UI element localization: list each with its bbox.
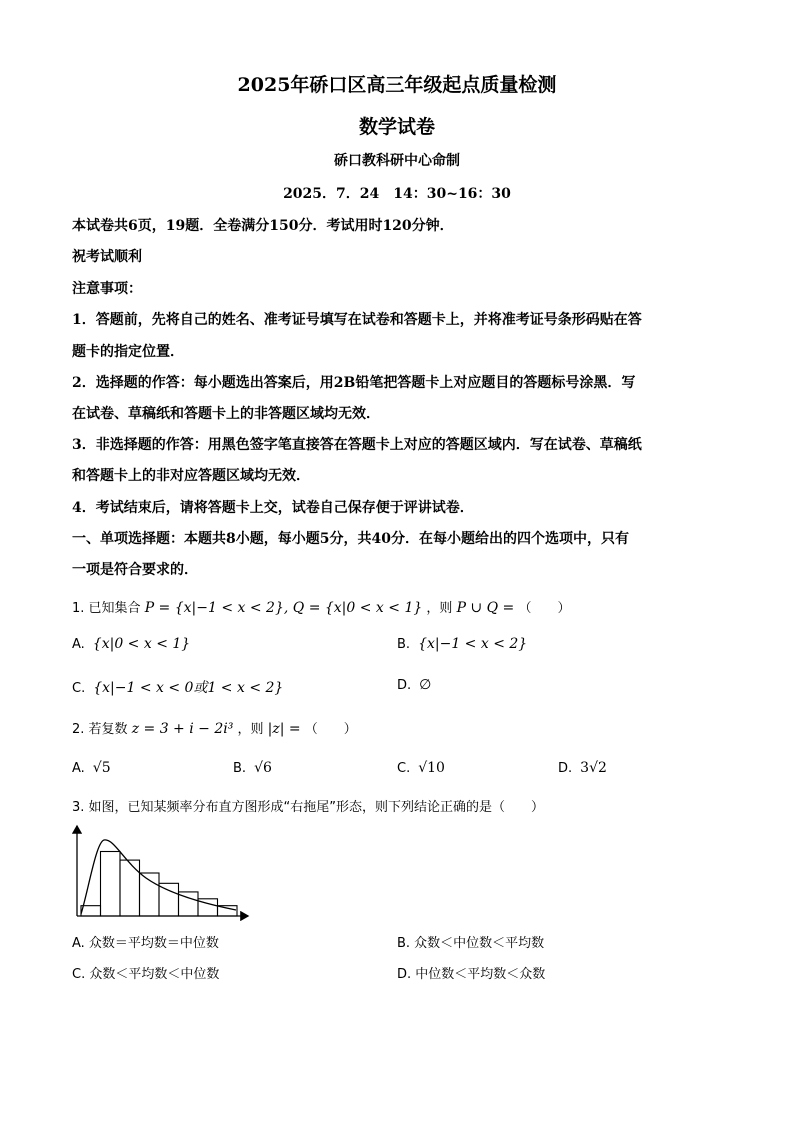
q3-option-c[interactable]: C. 众数＜平均数＜中位数 <box>72 967 220 982</box>
option-text: √5 <box>92 760 111 776</box>
notice-4: 4．考试结束后，请将答题卡上交，试卷自己保存便于评讲试卷． <box>72 500 474 516</box>
q1-option-b[interactable] <box>397 636 527 652</box>
q2-paren: （ ） <box>304 722 357 737</box>
q2-abs-expr: |z| = <box>267 721 301 737</box>
q3-option-d[interactable]: D. 中位数＜平均数＜众数 <box>397 967 546 982</box>
exam-date: 2025．7．24 14：30~16：30 <box>283 186 511 202</box>
q2-option-a[interactable] <box>72 760 111 776</box>
q2-complex-expr: z = 3 + i − 2i³ <box>131 721 234 737</box>
q1-option-c[interactable] <box>72 677 283 697</box>
intro-line: 本试卷共6页，19题．全卷满分150分．考试用时120分钟． <box>72 218 454 234</box>
option-letter: C. <box>72 681 86 696</box>
option-text: √10 <box>418 760 445 776</box>
option-text: {x|−1 < x < 0或1 < x < 2} <box>93 680 284 696</box>
notice-3b: 和答题卡上的非对应答题区域均无效． <box>72 468 310 484</box>
q2-option-b[interactable] <box>233 760 272 776</box>
option-letter: D. <box>558 761 573 776</box>
q1-union-expr: P ∪ Q = <box>456 600 515 616</box>
notice-1b: 题卡的指定位置． <box>72 344 184 360</box>
option-text: ∅ <box>419 677 432 693</box>
q1-option-a[interactable] <box>72 636 190 652</box>
notice-2a: 2．选择题的作答：每小题选出答案后，用2B铅笔把答题卡上对应题目的答题标号涂黑．写 <box>72 375 636 391</box>
option-letter: B. <box>233 761 247 776</box>
q3-option-b[interactable]: B. 众数＜中位数＜平均数 <box>397 936 545 951</box>
question-1-stem <box>72 597 570 616</box>
option-letter: C. <box>397 761 411 776</box>
option-letter: D. <box>397 678 412 693</box>
option-letter: B. <box>397 637 411 652</box>
question-3-stem: 3. 如图，已知某频率分布直方图形成“右拖尾”形态，则下列结论正确的是（ ） <box>72 800 545 815</box>
section-heading-b: 一项是符合要求的． <box>72 562 198 578</box>
exam-title: 2025年硚口区高三年级起点质量检测 <box>237 74 557 96</box>
notice-2b: 在试卷、草稿纸和答题卡上的非答题区域均无效． <box>72 406 380 422</box>
histogram-bar <box>159 883 179 916</box>
histogram-bar <box>81 906 101 916</box>
q2-stem-mid: ，则 <box>237 722 264 737</box>
q1-stem-prefix: 1. 已知集合 <box>72 601 141 616</box>
q2-option-c[interactable] <box>397 760 445 776</box>
notice-3a: 3．非选择题的作答：用黑色签字笔直接答在答题卡上对应的答题区域内．写在试卷、草稿纸 <box>72 437 642 453</box>
q2-option-d[interactable] <box>558 760 607 776</box>
q3-option-a[interactable]: A. 众数＝平均数＝中位数 <box>72 936 219 951</box>
good-luck: 祝考试顺利 <box>72 249 142 265</box>
option-text: {x|0 < x < 1} <box>92 636 191 652</box>
section-heading-a: 一、单项选择题：本题共8小题，每小题5分，共40分．在每小题给出的四个选项中，只有 <box>72 531 629 547</box>
option-text: 3√2 <box>580 760 607 776</box>
exam-subject: 数学试卷 <box>358 116 435 138</box>
question-2-stem <box>72 718 357 737</box>
option-letter: A. <box>72 761 85 776</box>
histogram-figure <box>66 822 252 924</box>
q1-sets: P = {x|−1 < x < 2}, Q = {x|0 < x < 1} <box>144 600 423 616</box>
option-letter: A. <box>72 637 85 652</box>
histogram-bar <box>101 852 121 917</box>
q2-stem-prefix: 2. 若复数 <box>72 722 128 737</box>
notice-title: 注意事项： <box>72 281 142 297</box>
option-text: √6 <box>254 760 272 776</box>
histogram-bars <box>81 852 237 917</box>
histogram-bar <box>120 860 140 916</box>
exam-author: 硚口教科研中心命制 <box>334 153 460 169</box>
q1-option-d[interactable] <box>397 677 431 693</box>
q1-stem-mid: ，则 <box>426 601 453 616</box>
option-text: {x|−1 < x < 2} <box>418 636 528 652</box>
notice-1a: 1．答题前，先将自己的姓名、准考证号填写在试卷和答题卡上，并将准考证号条形码贴在答 <box>72 312 642 328</box>
q1-paren: （ ） <box>518 601 571 616</box>
